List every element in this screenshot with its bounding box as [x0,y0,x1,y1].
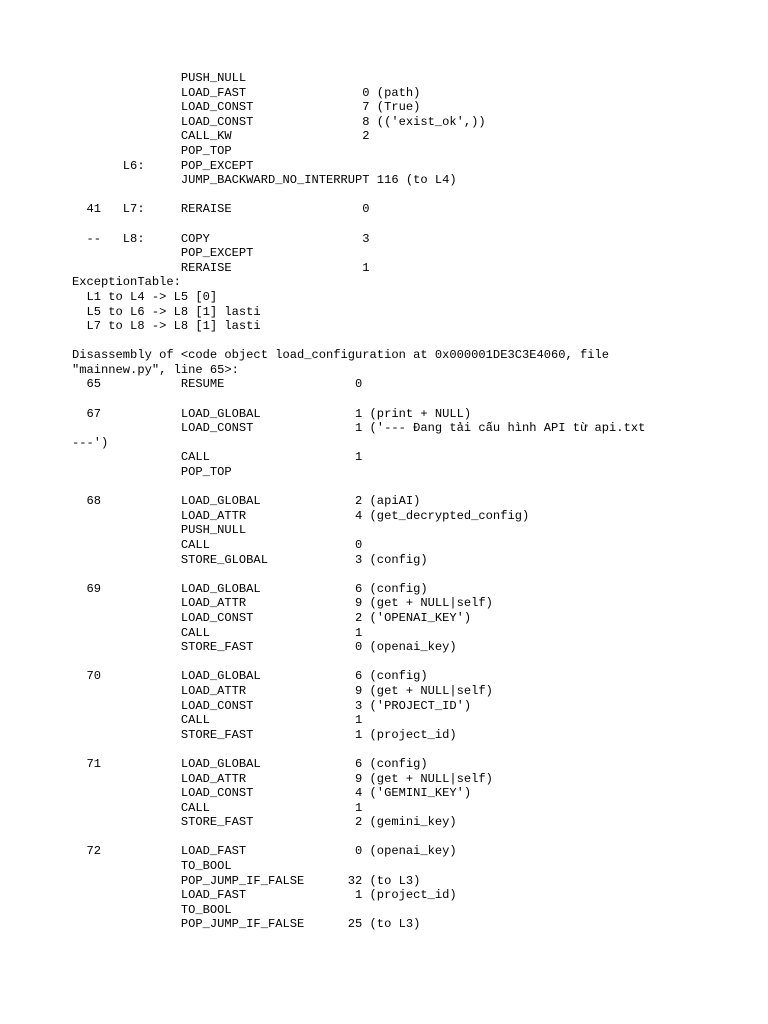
code-line [72,830,762,845]
code-line: TO_BOOL [72,902,232,917]
code-line: LOAD_FAST 1 (project_id) [72,888,457,903]
code-line: 41 L7: RERAISE 0 [72,202,370,217]
code-line: 70 LOAD_GLOBAL 6 (config) [72,669,428,684]
code-line: CALL 1 [72,713,363,728]
code-line: LOAD_CONST 2 ('OPENAI_KEY') [72,610,472,625]
code-line: STORE_FAST 1 (project_id) [72,727,457,742]
code-line: CALL 1 [72,625,363,640]
code-line: Disassembly of <code object load_configuration at 0x000001DE3C3E4060, file [72,348,610,363]
code-line: STORE_FAST 2 (gemini_key) [72,815,457,830]
code-line: LOAD_CONST 3 ('PROJECT_ID') [72,698,472,713]
code-line: LOAD_CONST 8 (('exist_ok',)) [72,114,486,129]
code-line: POP_TOP [72,143,232,158]
code-line: 65 RESUME 0 [72,377,363,392]
code-line: 67 LOAD_GLOBAL 1 (print + NULL) [72,406,472,421]
code-line: -- L8: COPY 3 [72,231,370,246]
code-line [72,188,762,203]
code-line: 69 LOAD_GLOBAL 6 (config) [72,581,428,596]
code-line [72,480,762,495]
code-line: L1 to L4 -> L5 [0] [72,289,218,304]
disassembly-text [72,71,762,932]
code-line: ---') [72,435,109,450]
code-line: CALL_KW 2 [72,129,370,144]
code-line [72,217,762,232]
code-line: POP_JUMP_IF_FALSE 25 (to L3) [72,917,421,932]
code-line [72,655,762,670]
code-line: PUSH_NULL [72,71,247,85]
code-line: L6: POP_EXCEPT [72,158,254,173]
code-line: CALL 1 [72,800,363,815]
code-line: LOAD_CONST 4 ('GEMINI_KEY') [72,786,472,801]
code-line: LOAD_FAST 0 (path) [72,85,421,100]
code-line: CALL 1 [72,450,363,465]
code-line: "mainnew.py", line 65>: [72,362,239,377]
code-line: L5 to L6 -> L8 [1] lasti [72,304,261,319]
code-line [72,567,762,582]
code-line: PUSH_NULL [72,523,247,538]
code-line: 71 LOAD_GLOBAL 6 (config) [72,756,428,771]
code-line: JUMP_BACKWARD_NO_INTERRUPT 116 (to L4) [72,173,457,188]
code-line: 72 LOAD_FAST 0 (openai_key) [72,844,457,859]
code-line: STORE_GLOBAL 3 (config) [72,552,428,567]
code-line [72,742,762,757]
code-line: TO_BOOL [72,859,232,874]
code-line: LOAD_ATTR 9 (get + NULL|self) [72,771,493,786]
code-line: ExceptionTable: [72,275,181,290]
code-line: LOAD_ATTR 4 (get_decrypted_config) [72,508,530,523]
code-line: STORE_FAST 0 (openai_key) [72,640,457,655]
code-line: LOAD_CONST 7 (True) [72,100,421,115]
code-line: CALL 0 [72,538,363,552]
code-line: 68 LOAD_GLOBAL 2 (apiAI) [72,494,421,509]
code-line: LOAD_ATTR 9 (get + NULL|self) [72,596,493,611]
code-line: POP_JUMP_IF_FALSE 32 (to L3) [72,873,421,888]
code-line [72,334,762,349]
code-line: LOAD_ATTR 9 (get + NULL|self) [72,683,493,698]
code-line: LOAD_CONST 1 ('--- Đang tải cấu hình API từ api.txt [72,421,646,436]
code-line: POP_TOP [72,465,232,480]
code-line: RERAISE 1 [72,260,370,275]
code-line: L7 to L8 -> L8 [1] lasti [72,319,261,334]
code-line: POP_EXCEPT [72,246,254,261]
code-line [72,392,762,407]
